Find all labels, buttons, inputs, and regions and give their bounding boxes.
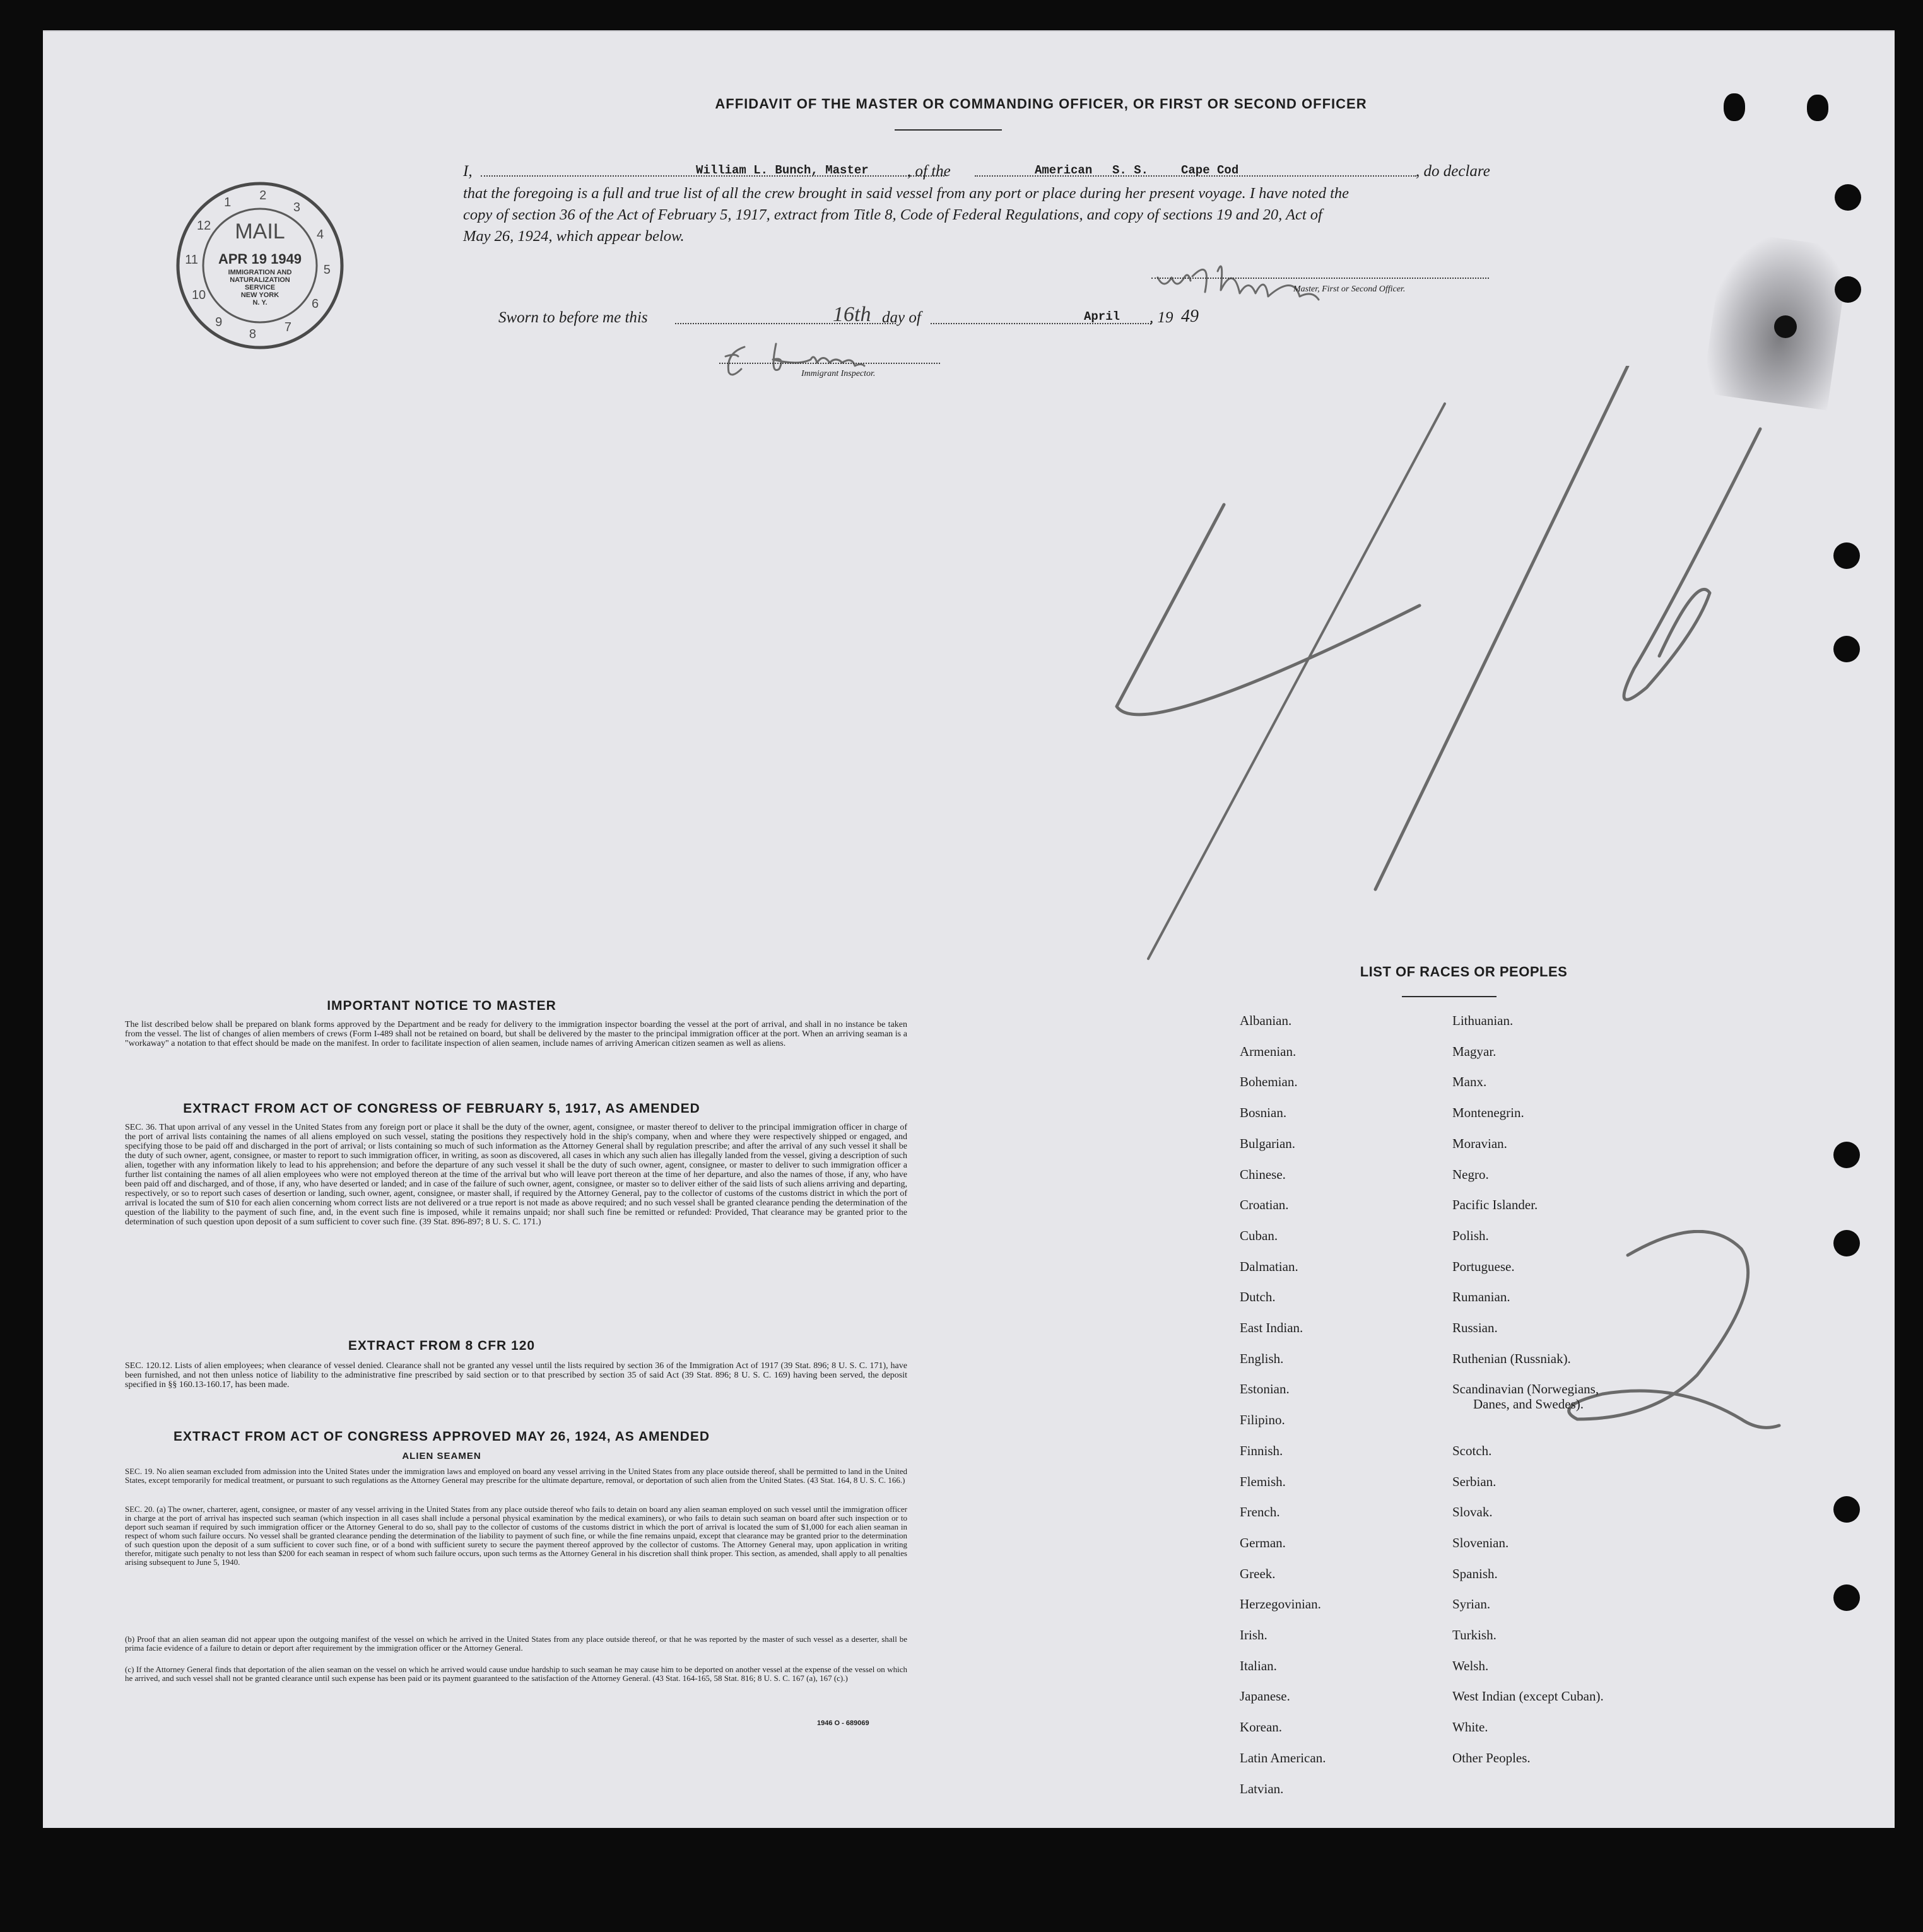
year-prefix: , 19 [1150,309,1173,326]
stamp-ring-number: 3 [293,201,300,215]
race-item: Bulgarian. [1240,1135,1296,1151]
race-item: Armenian. [1240,1043,1297,1059]
stamp-ring-number: 1 [224,195,232,209]
race-item: Estonian. [1240,1381,1290,1397]
of-label: , of the [907,163,951,180]
stamp-ring-number: 6 [311,296,319,311]
extract-1924-sec19: SEC. 19. No alien seaman excluded from admission into the United States under the immigration laws and employed on board any vessel arriving in the United States from any place outside thereof, shall be permitted to land in the United States, except temporarily for medical treatment, or pursuant to such regulations as the Attorney General may prescribe for the ultimate departure, removal, or deportation of such alien from the United States. (43 Stat. 164, 8 U. S. C. 166.) [125,1467,907,1485]
binder-hole [1833,1230,1860,1256]
declaration-line-2: that the foregoing is a full and true list of all the crew brought in said vessel from any port or place during her present voyage. I have noted the [463,185,1350,202]
stamp-agency-text [175,269,344,307]
race-item: Bohemian. [1240,1074,1298,1090]
stamp-ring-number: 7 [284,320,291,335]
binder-hole [1833,1142,1860,1168]
stamp-line: NATURALIZATION [230,276,290,284]
title-underline [895,129,1002,131]
stamp-ring-number: 11 [185,252,199,267]
notice-title: IMPORTANT NOTICE TO MASTER [327,998,556,1013]
master-name: William L. Bunch, Master [696,163,869,177]
race-item: Korean. [1240,1719,1283,1735]
race-item: Japanese. [1240,1689,1290,1704]
race-item: Cuban. [1240,1227,1278,1243]
race-item: Serbian. [1452,1473,1497,1489]
race-item: Latvian. [1240,1781,1284,1796]
stamp-ring-number: 5 [323,263,331,278]
race-item: Dutch. [1240,1289,1276,1305]
stamp-ring-number: 4 [317,228,324,242]
race-item: White. [1452,1719,1488,1735]
race-item: Spanish. [1452,1566,1498,1581]
race-item: Negro. [1452,1166,1489,1182]
race-item: Albanian. [1240,1013,1292,1028]
extract-1924-subtitle: ALIEN SEAMEN [402,1451,481,1461]
stamp-ring-number: 2 [259,189,267,203]
inspector-caption: Immigrant Inspector. [801,369,876,378]
race-item: Moravian. [1452,1135,1507,1151]
race-item: Danes, and Swedes). [1473,1396,1584,1412]
stamp-line: IMMIGRATION AND [228,269,292,276]
stamp-line: NEW YORK [240,291,279,299]
race-item: Other Peoples. [1452,1750,1531,1765]
vessel-prefix: S. S. [1112,163,1149,177]
stamp-line: SERVICE [244,284,276,291]
race-item: Magyar. [1452,1043,1497,1059]
affidavit-title: AFFIDAVIT OF THE MASTER OR COMMANDING OFFICER, OR FIRST OR SECOND OFFICER [715,96,1367,112]
notice-body: The list described below shall be prepared on blank forms approved by the Department and be ready for delivery to the immigration inspector boarding the vessel at the port of arrival, and shall in no instance be taken from the vessel. The list of changes of alien members of crews (Form I-489 shall not be retained on board, but shall be delivered by the master to the principal immigration officer at the port. When an arriving seaman is a "workaway" a notation to that effect should be made on the manifest. In order to facilitate inspection of alien seamen, include names of arriving American citizen seamen as well as aliens. [125,1020,907,1048]
inspector-signature-line [719,363,940,364]
race-item: Finnish. [1240,1443,1283,1458]
stamp-ring-number: 9 [215,315,223,329]
binder-hole [1833,542,1860,569]
race-item: Rumanian. [1452,1289,1510,1305]
nationality: American [1035,163,1093,177]
race-item: Scotch. [1452,1443,1492,1458]
declarant-prefix: I, [463,163,473,180]
stamp-line: N. Y. [252,299,268,307]
race-item: Manx. [1452,1074,1487,1090]
race-item: Slovenian. [1452,1535,1509,1550]
stamp-ring-number: 10 [191,288,206,302]
race-item: Pacific Islander. [1452,1197,1538,1213]
handwritten-date-mark [1104,366,1785,965]
extract-1917-body: SEC. 36. That upon arrival of any vessel in the United States from any foreign port or place it shall be the duty of the owner, agent, consignee, or master thereof to deliver to the principal immigration officer in charge of the port of arrival lists containing the names of all aliens employed on such vessel, stating the positions they respectively hold in the ship's company, when and where they were respectively shipped or engaged, and specifying those to be paid off and discharged in the port of arrival; or lists containing so much of such information as the Attorney General shall by regulation prescribe; and after the arrival of any such vessel it shall be the duty of such owner, agent, consignee, or master to report to such immigration officer, in writing, as soon as discovered, all cases in which any such alien has illegally landed from the vessel, giving a description of such alien, together with any information likely to lead to his apprehension; and before the departure of any such vessel it shall be the duty of such owner, agent, consignee, or master to deliver to such immigration officer a further list containing the names of all alien employees who were not employed thereon at the time of the arrival but who will leave port thereon at the time of her departure, and also the names of those, if any, who have been paid off and discharged, and of those, if any, who have deserted or landed; and in case of the failure of such owner, agent, consignee, or master so to deliver either of the said lists of such aliens arriving and departing, respectively, or so to report such cases of desertion or landing, such owner, agent, consignee, or master shall, if required by the Attorney General, pay to the collector of customs of the customs district in which the port of arrival is located the sum of $10 for each alien concerning whom correct lists are not delivered or a true report is not made as above required; and no such vessel shall be granted clearance pending the determination of the question of the liability to the payment of such fine, and, in the event such fine is imposed, while it remains unpaid; nor shall such fine be remitted or refunded: Provided, That clearance may be granted prior to the determination of such question upon deposit of a sum sufficient to cover such fine. (39 Stat. 896-897; 8 U. S. C. 171.) [125,1123,907,1227]
race-item: West Indian (except Cuban). [1452,1689,1604,1704]
declaration-line-3: copy of section 36 of the Act of February 5, 1917, extract from Title 8, Code of Federal Regulations, and copy of sections 19 and 20, Act of [463,206,1322,223]
extract-cfr-body: SEC. 120.12. Lists of alien employees; when clearance of vessel denied. Clearance shall not be granted any vessel until the lists required by section 36 of the Immigration Act of 1917 (39 Stat. 896; 8 U. S. C. 171), have been furnished, and not then unless notice of liability to the administrative fine prescribed by said section or to that prescribed by section 35 of said Act (39 Stat. 896; 8 U. S. C. 169) having been served, the deposit specified in §§ 160.13-160.17, has been made. [125,1361,907,1390]
extract-1924-title: EXTRACT FROM ACT OF CONGRESS APPROVED MAY 26, 1924, AS AMENDED [173,1429,710,1444]
declaration-line-4: May 26, 1924, which appear below. [463,228,685,245]
extract-1924-sec20b: (b) Proof that an alien seaman did not appear upon the outgoing manifest of the vessel on which he arrived in the United States from any place outside thereof, or that he was reported by the master of such vessel as a deserter, shall be prima facie evidence of a failure to detain or deport after requirement by the immigration officer or the Attorney General. [125,1634,907,1653]
vessel-name: Cape Cod [1181,163,1239,177]
race-item: Russian. [1452,1320,1498,1335]
declare-label: , do declare [1416,163,1490,180]
print-code: 1946 O - 689069 [817,1719,869,1727]
stamp-ring-number: 8 [249,327,257,341]
race-item: Irish. [1240,1627,1267,1642]
ink-blot [1774,315,1797,338]
binder-hole [1833,1496,1860,1523]
race-item: Slovak. [1452,1504,1493,1520]
race-item: Greek. [1240,1566,1276,1581]
year-suffix: 49 [1181,307,1199,326]
race-item: Polish. [1452,1227,1489,1243]
race-item: Turkish. [1452,1627,1497,1642]
sworn-month: April [1084,310,1120,324]
race-item: Herzegovinian. [1240,1596,1321,1612]
race-item: Filipino. [1240,1412,1285,1428]
extract-cfr-title: EXTRACT FROM 8 CFR 120 [348,1338,536,1353]
master-signature-caption: Master, First or Second Officer. [1293,284,1406,294]
race-item: Portuguese. [1452,1258,1515,1274]
binder-hole [1835,184,1861,211]
race-item: Welsh. [1452,1658,1489,1673]
stamp-date: APR 19 1949 [218,251,302,267]
binder-hole [1833,636,1860,662]
extract-1917-title: EXTRACT FROM ACT OF CONGRESS OF FEBRUARY 5, 1917, AS AMENDED [183,1101,700,1116]
stamp-mail-text: MAIL [235,220,285,243]
race-item: Croatian. [1240,1197,1289,1213]
race-item: Lithuanian. [1452,1013,1514,1028]
race-item: Italian. [1240,1658,1277,1673]
binder-hole [1835,276,1861,303]
race-item: Ruthenian (Russniak). [1452,1350,1571,1366]
top-punch-mark [1724,93,1745,121]
extract-1924-sec20c: (c) If the Attorney General finds that deportation of the alien seaman on the vessel on which he arrived would cause undue hardship to such seaman he may cause him to be deported on another vessel at the expense of the vessel on which he arrived, and such vessel shall not be granted clearance until such expense has been paid or its payment guaranteed to the satisfaction of the Attorney General. (43 Stat. 164-165, 58 Stat. 816; 8 U. S. C. 167 (a), 167 (c).) [125,1665,907,1683]
race-item: Chinese. [1240,1166,1286,1182]
race-item: Dalmatian. [1240,1258,1298,1274]
sworn-label: Sworn to before me this [498,309,648,326]
stamp-ring-number: 12 [197,219,211,233]
extract-1924-sec20a: SEC. 20. (a) The owner, charterer, agent, consignee, or master of any vessel arriving in the United States from any place outside thereof who fails to detain on board any alien seaman employed on such vessel until the immigration officer in charge at the port of arrival has inspected such seaman (which inspection in all cases shall include a personal physical examination by the medical examiners), or who fails to detain such seaman on board after such inspection or to deport such seaman if required by such immigration officer or the Attorney General to do so, shall pay to the collector of customs of the customs district in which the port of arrival is located the sum of $1,000 for each alien seaman in respect of whom such failure occurs. No vessel shall be granted clearance pending the determination of the liability to payment of such fine, or while the fine remains unpaid, except that clearance may be granted prior to the determination of such question upon the deposit of a sum sufficient to cover such fine, or of a bond with sufficient surety to secure the payment thereof approved by the collector of customs. The Attorney General may, upon application in writing therefor, mitigate such penalty to not less than $200 for each seaman in respect of whom such failure occurs, upon such terms as the Attorney General in his discretion shall think proper. This section, as amended, shall apply to all penalties arising subsequent to June 5, 1940. [125,1504,907,1567]
races-title: LIST OF RACES OR PEOPLES [1360,964,1568,980]
handwritten-number-mark [1552,1230,1792,1463]
day-of-label: day of [882,309,921,326]
race-item: East Indian. [1240,1320,1303,1335]
race-item: French. [1240,1504,1280,1520]
binder-hole [1833,1584,1860,1611]
master-signature-line [1151,278,1489,279]
race-item: Syrian. [1452,1596,1491,1612]
race-item: Flemish. [1240,1473,1286,1489]
race-item: Bosnian. [1240,1105,1287,1121]
races-title-underline [1402,996,1497,997]
race-item: German. [1240,1535,1286,1550]
race-item: English. [1240,1350,1284,1366]
race-item: Latin American. [1240,1750,1326,1765]
race-item: Scandinavian (Norwegians, [1452,1381,1599,1397]
race-item: Montenegrin. [1452,1105,1524,1121]
sworn-day: 16th [833,303,871,326]
mail-postmark-stamp [175,180,344,351]
top-punch-mark [1807,95,1828,121]
